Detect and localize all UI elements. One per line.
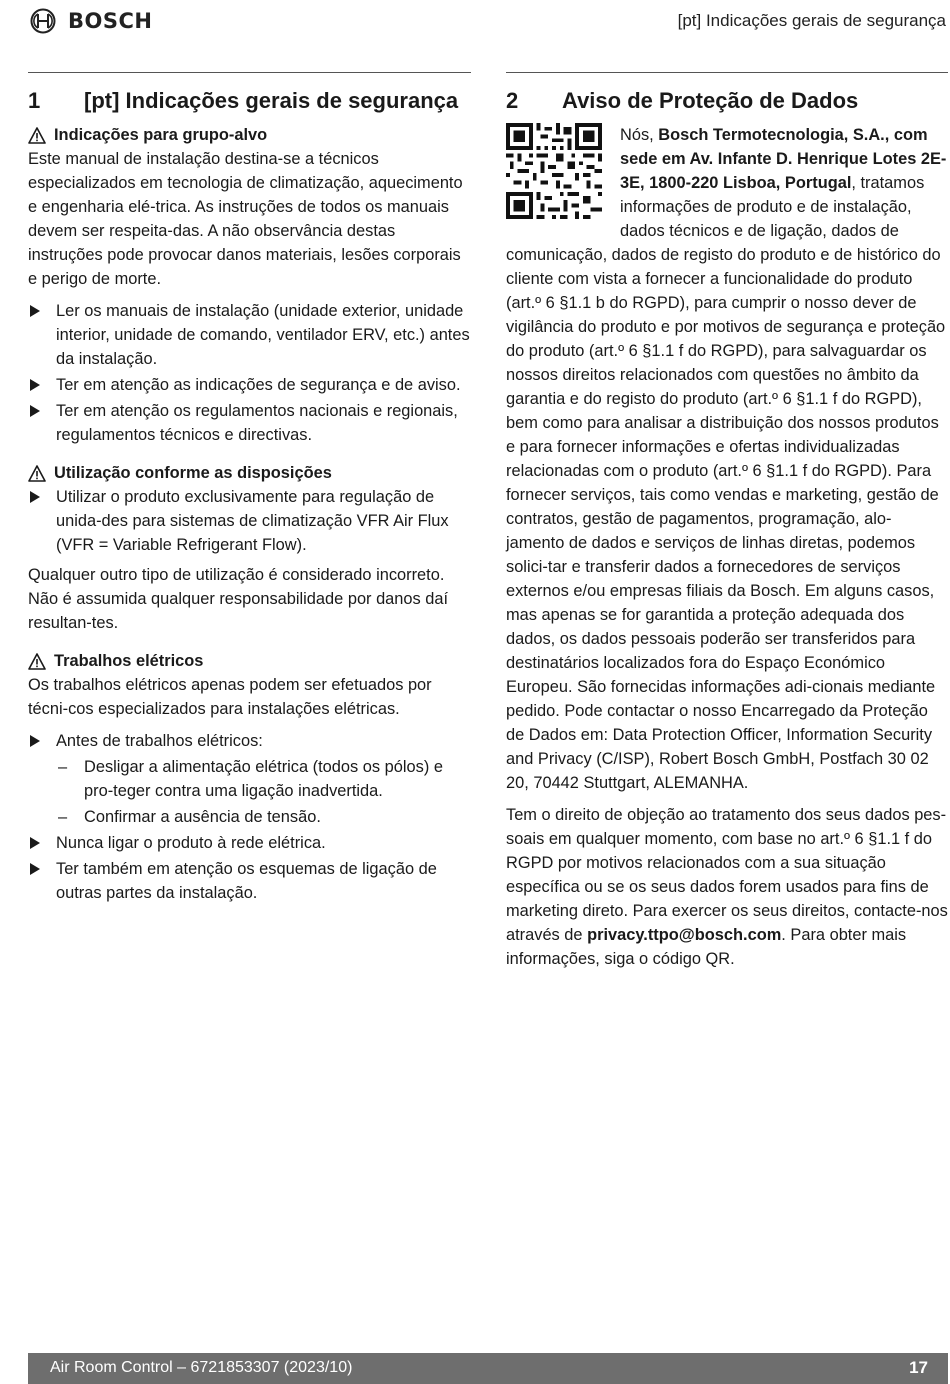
intended-use-list [28, 485, 471, 557]
list-item-text: Ter em atenção as indicações de segurança e de aviso. [56, 376, 461, 394]
text-span: . Para obter mais informações, siga o código QR. [506, 926, 907, 968]
heading-text: Indicações para grupo-alvo [54, 126, 268, 144]
company-address: Bosch Termotecnologia, S.A., com sede em Av. Infante D. Henrique Lotes 2E-3E, 1800-220 Lisboa, Portugal [620, 126, 947, 192]
electrical-list [28, 729, 471, 905]
list-item-text: Nunca ligar o produto à rede elétrica. [56, 834, 326, 852]
section-2-heading [506, 87, 948, 115]
section-title: Aviso de Proteção de Dados [562, 88, 859, 113]
bullet-arrow-icon [30, 863, 40, 875]
list-item [28, 485, 471, 557]
privacy-email-link[interactable]: privacy.ttpo@bosch.com [587, 926, 782, 944]
section-title: [pt] Indicações gerais de segurança [84, 88, 459, 113]
dash-marker: – [58, 758, 68, 776]
bullet-arrow-icon [30, 491, 40, 503]
bullet-arrow-icon [30, 405, 40, 417]
heading-text: Utilização conforme as disposições [54, 464, 332, 482]
target-group-text: Este manual de instalação destina-se a técnicos especializados em tecnologia de climatização, aquecimento e engenharia elé-trica. As instruções de todos os manuais devem ser respeita-das. A não observância destas instruções pode provocar danos materiais, lesões corporais e perigo de morte. [28, 150, 463, 288]
heading-text: Trabalhos elétricos [54, 652, 204, 670]
list-item [28, 299, 471, 371]
document-id: Air Room Control – 6721853307 (2023/10) [50, 1359, 353, 1376]
list-item [28, 831, 471, 855]
list-item [28, 857, 471, 905]
warning-icon [28, 127, 46, 144]
data-protection-paragraph [506, 123, 948, 795]
bosch-logo [30, 8, 152, 34]
warning-icon [28, 653, 46, 670]
running-title: [pt] Indicações gerais de segurança [677, 11, 946, 30]
intended-use-text: Qualquer outro tipo de utilização é considerado incorreto. Não é assumida qualquer responsabilidade por danos daí resultan-tes. [28, 566, 449, 632]
bullet-arrow-icon [30, 379, 40, 391]
list-item-text: Ler os manuais de instalação (unidade exterior, unidade interior, unidade de comando, ventilador ERV, etc.) antes da instalação. [56, 302, 470, 368]
list-item-text: Ter também em atenção os esquemas de ligação de outras partes da instalação. [56, 860, 437, 902]
section-number: 2 [506, 88, 519, 113]
left-column [28, 72, 471, 911]
bullet-arrow-icon [30, 735, 40, 747]
objection-paragraph [506, 803, 948, 971]
target-group-heading [28, 123, 471, 147]
bullet-arrow-icon [30, 837, 40, 849]
list-item-text: Ter em atenção os regulamentos nacionais e regionais, regulamentos técnicos e directivas. [56, 402, 458, 444]
section-1-heading [28, 87, 471, 115]
page-number: 17 [909, 1358, 928, 1377]
text-span: , tratamos informações de produto e de instalação, dados técnicos e de ligação, dados de comunicação, dados de registo do produto e de histórico do cliente com vista a fornecer a funcionalidade do produto (art.º 6 §1.1 b do RGPD), para cumprir o nosso dever de vigilância do produto e por motivos de segurança e proteção do produto (art.º 6 §1.1 f do RGPD), para salvaguardar os nossos direitos relacionados com questões no âmbito da garantia e do registo do produto (art.º 6 §1.1 f do RGPD), bem como para analisar a distribuição dos nossos produtos e para fornecer informações e ofertas individualizadas relacionadas com o produto (art.º 6 §1.1 f do RGPD). Para fornecer serviços, tais como vendas e marketing, gestão de contratos, gestão de pagamentos, programação, alo-jamento de dados e serviços de linhas diretas, podemos solici-tar e transferir dados a fornecedores de serviços externos e/ou empresas filiais da Bosch. Em alguns casos, mas apenas se for garantida a proteção adequada dos dados, os dados pessoais poderão ser transferidos para destinatários localizados fora do Espaço Económico Europeu. São fornecidas informações adi-cionais mediante pedido. Pode contactar o nosso Encarregado da Proteção de Dados em: Data Protection Officer, Information Security and Privacy (C/ISP), Robert Bosch GmbH, Postfach 30 02 20, 70442 Stuttgart, ALEMANHA. [506, 174, 946, 792]
electrical-text: Os trabalhos elétricos apenas podem ser efetuados por técni-cos especializados para instalações elétricas. [28, 676, 432, 718]
intended-use-heading [28, 461, 471, 485]
list-item-text: Utilizar o produto exclusivamente para regulação de unida-des para sistemas de climatização VFR Air Flux (VFR = Variable Refrigerant Flow). [56, 488, 449, 554]
bullet-arrow-icon [30, 305, 40, 317]
right-column [506, 72, 948, 979]
target-group-list [28, 299, 471, 447]
dash-item [56, 755, 471, 803]
section-number: 1 [28, 88, 41, 113]
page-footer [28, 1353, 948, 1384]
dash-item-text: Confirmar a ausência de tensão. [84, 808, 321, 826]
brand-name: BOSCH [68, 9, 153, 33]
electrical-heading [28, 649, 471, 673]
list-item [28, 399, 471, 447]
warning-icon [28, 465, 46, 482]
dash-list [56, 755, 471, 829]
text-span: Nós, [620, 126, 659, 144]
qr-code-icon [506, 123, 602, 219]
dash-item-text: Desligar a alimentação elétrica (todos os pólos) e pro-teger contra uma ligação inadvertida. [84, 758, 443, 800]
dash-marker: – [58, 808, 68, 826]
bosch-armature-icon [30, 8, 56, 34]
text-span: Tem o direito de objeção ao tratamento dos seus dados pes-soais em qualquer momento, com base no art.º 6 §1.1 f do RGPD por motivos relacionados com a sua situação específica ou se os seus dados forem usados para fins de marketing direto. Para exercer os seus direitos, contacte-nos através de [506, 806, 948, 944]
dash-item [56, 805, 471, 829]
list-item [28, 373, 471, 397]
list-item [28, 729, 471, 829]
list-item-text: Antes de trabalhos elétricos: [56, 732, 263, 750]
